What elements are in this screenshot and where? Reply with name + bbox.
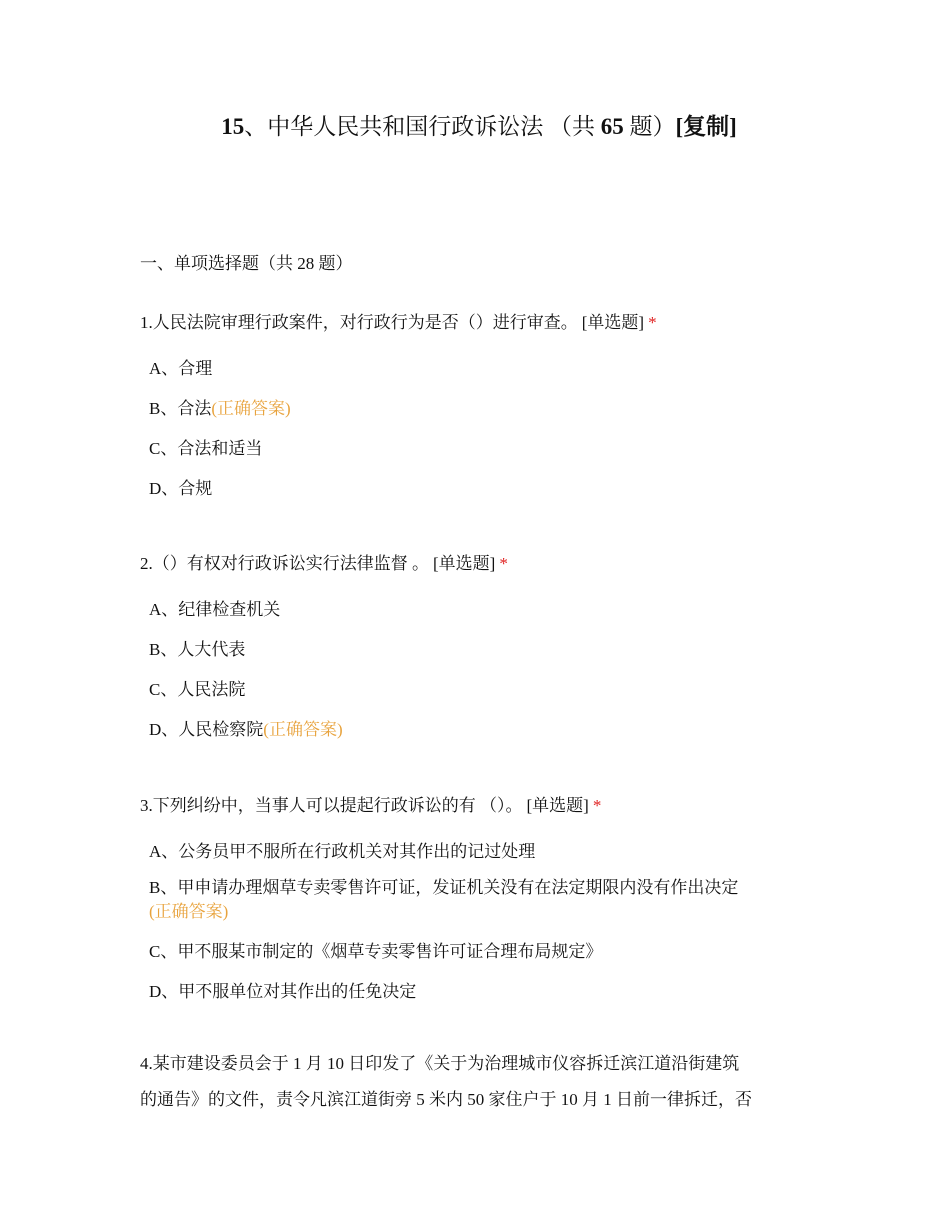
- question-stem: [140, 794, 820, 818]
- option-text: B、甲申请办理烟草专卖零售许可证，发证机关没有在法定期限内没有作出决定: [149, 878, 739, 897]
- option-list: [140, 840, 820, 1020]
- title-text: 、中华人民共和国行政诉讼法 （共: [244, 114, 601, 139]
- option-text: A、纪律检查机关: [149, 600, 281, 619]
- option-b[interactable]: [149, 638, 809, 678]
- copy-link[interactable]: [复制]: [675, 114, 737, 139]
- title-number: 15: [221, 114, 245, 139]
- option-b[interactable]: [149, 876, 809, 924]
- required-mark: *: [499, 554, 508, 573]
- option-text: B、人大代表: [149, 640, 246, 659]
- option-text: B、合法: [149, 399, 212, 418]
- option-text: C、甲不服某市制定的《烟草专卖零售许可证合理布局规定》: [149, 942, 603, 961]
- question-4-stem: [140, 1046, 810, 1118]
- question-text-line: 的通告》的文件，责令凡滨江道街旁 5 米内 50 家住户于 10 月 1 日前一律拆迁，否: [140, 1090, 752, 1109]
- question-text: 3.下列纠纷中，当事人可以提起行政诉讼的有 （）。: [140, 796, 523, 815]
- question-type-label: [单选题]: [581, 313, 645, 332]
- question-3: [140, 794, 820, 1020]
- option-c[interactable]: [149, 940, 809, 980]
- correct-answer-tag: (正确答案): [211, 399, 291, 418]
- option-d[interactable]: [149, 718, 809, 758]
- required-mark: *: [648, 313, 657, 332]
- page-title: [0, 112, 950, 142]
- required-mark: *: [592, 796, 602, 815]
- option-c[interactable]: [149, 437, 809, 477]
- section-title: 一、单项选择题（共 28 题）: [140, 254, 353, 273]
- option-b[interactable]: [149, 397, 809, 437]
- option-text: A、公务员甲不服所在行政机关对其作出的记过处理: [149, 842, 536, 861]
- option-d[interactable]: [149, 477, 809, 517]
- correct-answer-tag: (正确答案): [149, 902, 229, 921]
- option-a[interactable]: [149, 357, 809, 397]
- question-text: 2.（）有权对行政诉讼实行法律监督 。: [140, 554, 429, 573]
- question-type-label: [单选题]: [433, 554, 496, 573]
- question-type-label: [单选题]: [526, 796, 589, 815]
- option-text: C、合法和适当: [149, 439, 263, 458]
- correct-answer-tag: (正确答案): [263, 720, 343, 739]
- title-question-count: 65: [600, 114, 624, 139]
- question-1: [140, 311, 820, 517]
- question-stem: [140, 311, 820, 335]
- question-2: [140, 552, 820, 758]
- option-text: A、合理: [149, 359, 213, 378]
- question-text: 1.人民法院审理行政案件，对行政行为是否（）进行审查。: [140, 313, 578, 332]
- option-list: [140, 357, 820, 517]
- option-d[interactable]: [149, 980, 809, 1020]
- option-list: [140, 598, 820, 758]
- option-text: D、人民检察院: [149, 720, 264, 739]
- title-text-end: 题）: [623, 114, 676, 139]
- question-text-line: 4.某市建设委员会于 1 月 10 日印发了《关于为治理城市仪容拆迁滨江道沿街建筑: [140, 1054, 740, 1073]
- option-a[interactable]: [149, 598, 809, 638]
- option-text: C、人民法院: [149, 680, 246, 699]
- option-text: D、甲不服单位对其作出的任免决定: [149, 982, 417, 1001]
- option-c[interactable]: [149, 678, 809, 718]
- question-stem: [140, 552, 820, 576]
- option-a[interactable]: [149, 840, 809, 864]
- option-text: D、合规: [149, 479, 213, 498]
